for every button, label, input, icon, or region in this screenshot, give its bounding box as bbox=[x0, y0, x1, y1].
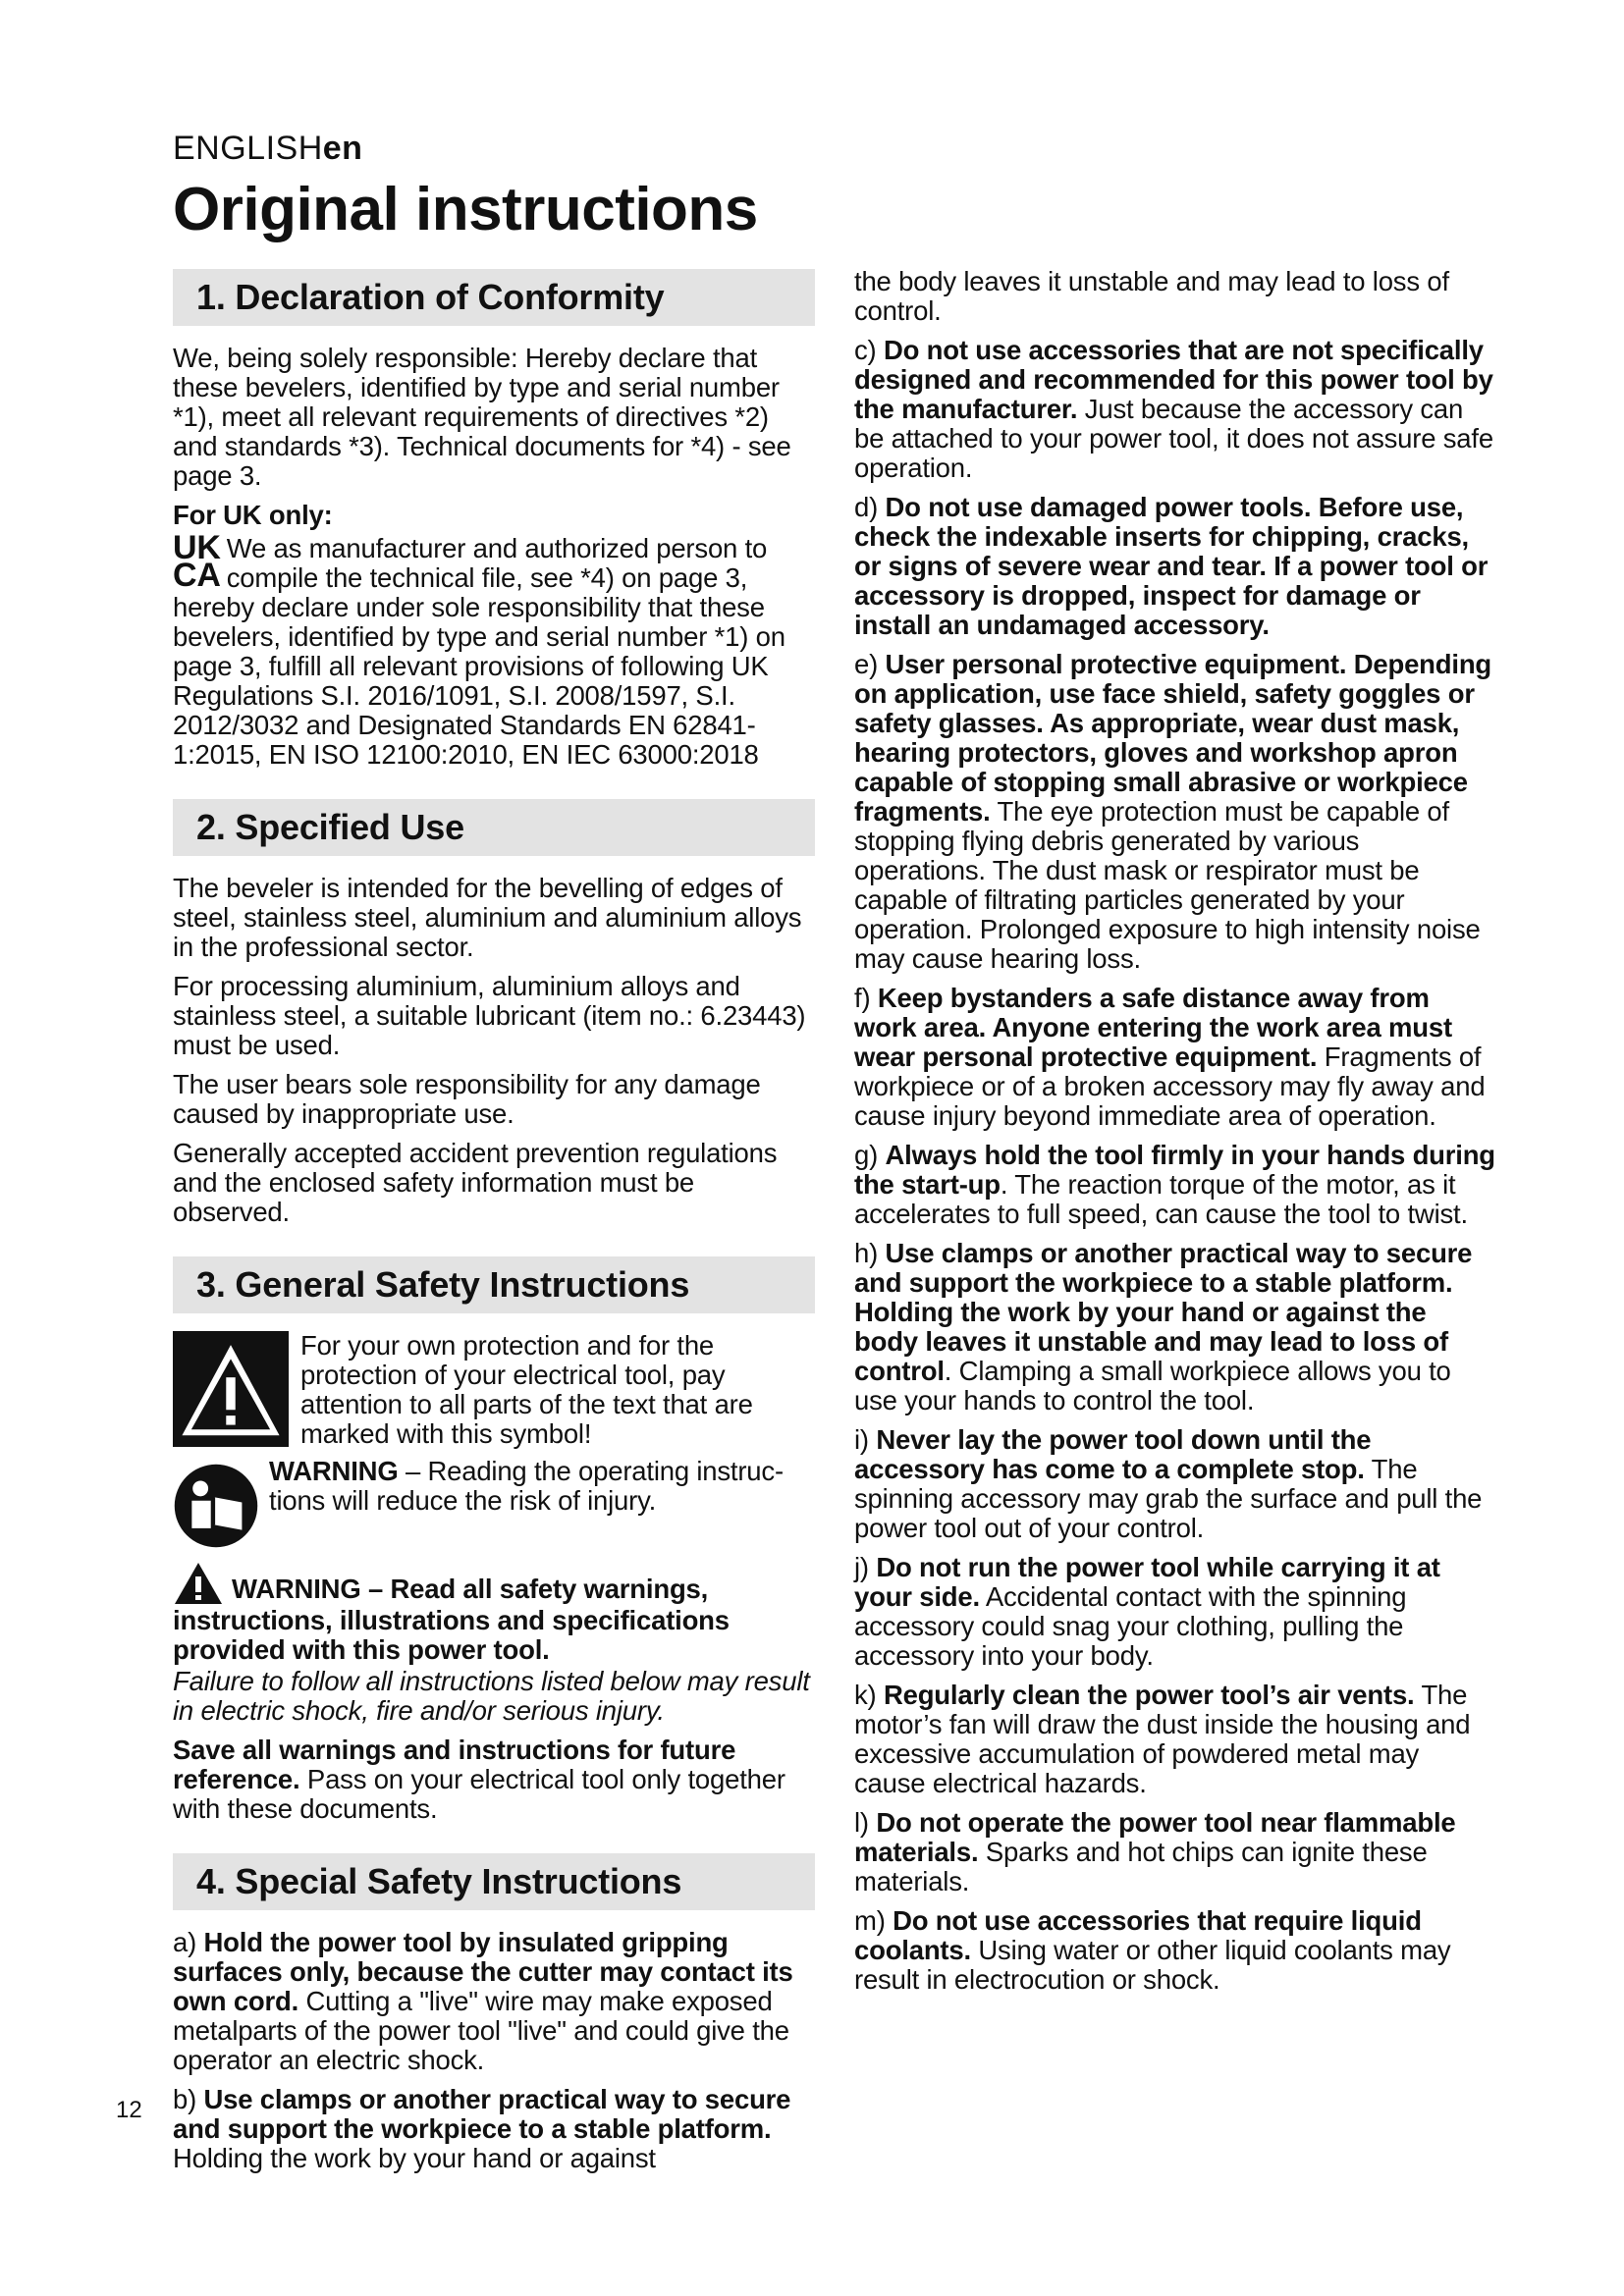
language-label: ENGLISHen bbox=[173, 130, 363, 167]
warning-small-icon bbox=[173, 1561, 224, 1606]
section-heading-specified-use: 2. Specified Use bbox=[173, 799, 815, 856]
item-h: h) Use clamps or another practical way to secure and support the workpiece to a stable platform. Holding the work by your hand or against the body leaves it unstable and may lead to loss of control. Clamping a small workpiece allows you to use your hands to control the tool. bbox=[854, 1238, 1473, 1415]
item-f: f) Keep bystanders a safe distance away from work area. Anyone entering the work area must wear personal protective equipment. Fragments of workpiece or of a broken accessory may fly away and cause injury beyond immediate area of operation. bbox=[854, 983, 1486, 1131]
item-e: e) User personal protective equipment. Depending on application, use face shield, safety goggles or safety glasses. As appropriate, wear dust mask, hearing protectors, gloves and workshop apron capable of stopping small abrasive or workpiece fragments. The eye protection must be capable of stopping flying debris generated by various operations. The dust mask or respirator must be capable of filtrating particles generated by your operation. Prolonged exposure to high intensity noise may cause hearing loss. bbox=[854, 649, 1492, 974]
ukca-mark-logo: UK CA bbox=[173, 529, 221, 594]
right-column bbox=[854, 267, 1496, 2004]
page-title: Original instructions bbox=[173, 176, 758, 243]
read-warning-label: WARNING bbox=[269, 1456, 399, 1486]
general-warning: WARNING – Read all safety warnings, instructions, illustrations and specifications provided with this power tool. bbox=[173, 1561, 815, 1665]
page-number: 12 bbox=[116, 2097, 142, 2123]
symbol-explanation bbox=[173, 1331, 815, 1449]
item-k: k) Regularly clean the power tool’s air vents. The motor’s fan will draw the dust inside the housing and excessive accumulation of powdered metal may cause electrical hazards. bbox=[854, 1680, 1471, 1798]
item-a: a) Hold the power tool by insulated gripping surfaces only, because the cutter may contact its own cord. Cutting a "live" wire may make exposed metalparts of the power tool "live" and could give the operator an electric shock. bbox=[173, 1927, 793, 2075]
specified-use-p4: Generally accepted accident prevention regulations and the enclosed safety information must be observed. bbox=[173, 1138, 778, 1227]
uk-only-heading: For UK only: bbox=[173, 500, 333, 530]
left-column bbox=[173, 269, 815, 2183]
general-warning-italic: Failure to follow all instructions listed below may result in electric shock, fire and/or serious injury. bbox=[173, 1666, 810, 1726]
warning-triangle-icon bbox=[173, 1331, 289, 1447]
item-b-continued: the body leaves it unstable and may lead to loss of control. bbox=[854, 266, 1449, 326]
item-l: l) Do not operate the power tool near flammable materials. Sparks and hot chips can ignite these materials. bbox=[854, 1807, 1456, 1896]
item-d: d) Do not use damaged power tools. Before use, check the indexable inserts for chipping, cracks, or signs of severe wear and tear. If a power tool or accessory is dropped, inspect for damage or install an undamaged accessory. bbox=[854, 492, 1489, 640]
specified-use-p1: The beveler is intended for the bevelling of edges of steel, stainless steel, aluminium and aluminium alloys in the professional sector. bbox=[173, 873, 802, 962]
uk-declaration bbox=[173, 529, 815, 770]
item-c: c) Do not use accessories that are not specifically designed and recommended for this power tool by the manufacturer. Just because the accessory can be attached to your power tool, it does not assure safe operation. bbox=[854, 335, 1493, 483]
uk-declaration-text: We as manufacturer and authorized person to compile the technical file, see *4) on page 3, hereby declare under sole responsibility that these bevelers, identified by type and serial number *1) on page 3, fulfill all relevant provisions of following UK Regulations S.I. 2016/1091, S.I. 2008/1597, S.I. 2012/3032 and Designated Standards EN 62841-1:2015, EN ISO 12100:2010, EN IEC 63000:2018 bbox=[173, 533, 785, 770]
section-heading-special-safety: 4. Special Safety Instructions bbox=[173, 1853, 815, 1910]
save-instructions: Save all warnings and instructions for future reference. Pass on your electrical tool only together with these documents. bbox=[173, 1735, 785, 1824]
read-warning-text: – Reading the operating instruc-tions will reduce the risk of injury. bbox=[269, 1456, 784, 1516]
read-manual-icon bbox=[173, 1463, 259, 1549]
specified-use-p2: For processing aluminium, aluminium alloys and stainless steel, a suitable lubricant (item no.: 6.23443) must be used. bbox=[173, 971, 806, 1060]
declaration-text: We, being solely responsible: Hereby declare that these bevelers, identified by type and serial number *1), meet all relevant requirements of directives *2) and standards *3). Technical documents for *4) - see page 3. bbox=[173, 343, 791, 491]
item-i: i) Never lay the power tool down until the accessory has come to a complete stop. The spinning accessory may grab the surface and pull the power tool out of your control. bbox=[854, 1424, 1483, 1543]
section-heading-declaration: 1. Declaration of Conformity bbox=[173, 269, 815, 326]
item-g: g) Always hold the tool firmly in your hands during the start-up. The reaction torque of the motor, as it accelerates to full speed, can cause the tool to twist. bbox=[854, 1140, 1495, 1229]
specified-use-p3: The user bears sole responsibility for any damage caused by inappropriate use. bbox=[173, 1069, 761, 1129]
symbol-explanation-text: For your own protection and for the protection of your electrical tool, pay attention to all parts of the text that are marked with this symbol! bbox=[300, 1330, 753, 1449]
item-b: b) Use clamps or another practical way to secure and support the workpiece to a stable platform. Holding the work by your hand or against bbox=[173, 2084, 791, 2173]
item-j: j) Do not run the power tool while carrying it at your side. Accidental contact with the spinning accessory could snag your clothing, pulling the accessory into your body. bbox=[854, 1552, 1440, 1671]
section-heading-general-safety: 3. General Safety Instructions bbox=[173, 1256, 815, 1313]
read-manual-warning bbox=[173, 1457, 815, 1549]
item-m: m) Do not use accessories that require liquid coolants. Using water or other liquid coolants may result in electrocution or shock. bbox=[854, 1905, 1451, 1995]
